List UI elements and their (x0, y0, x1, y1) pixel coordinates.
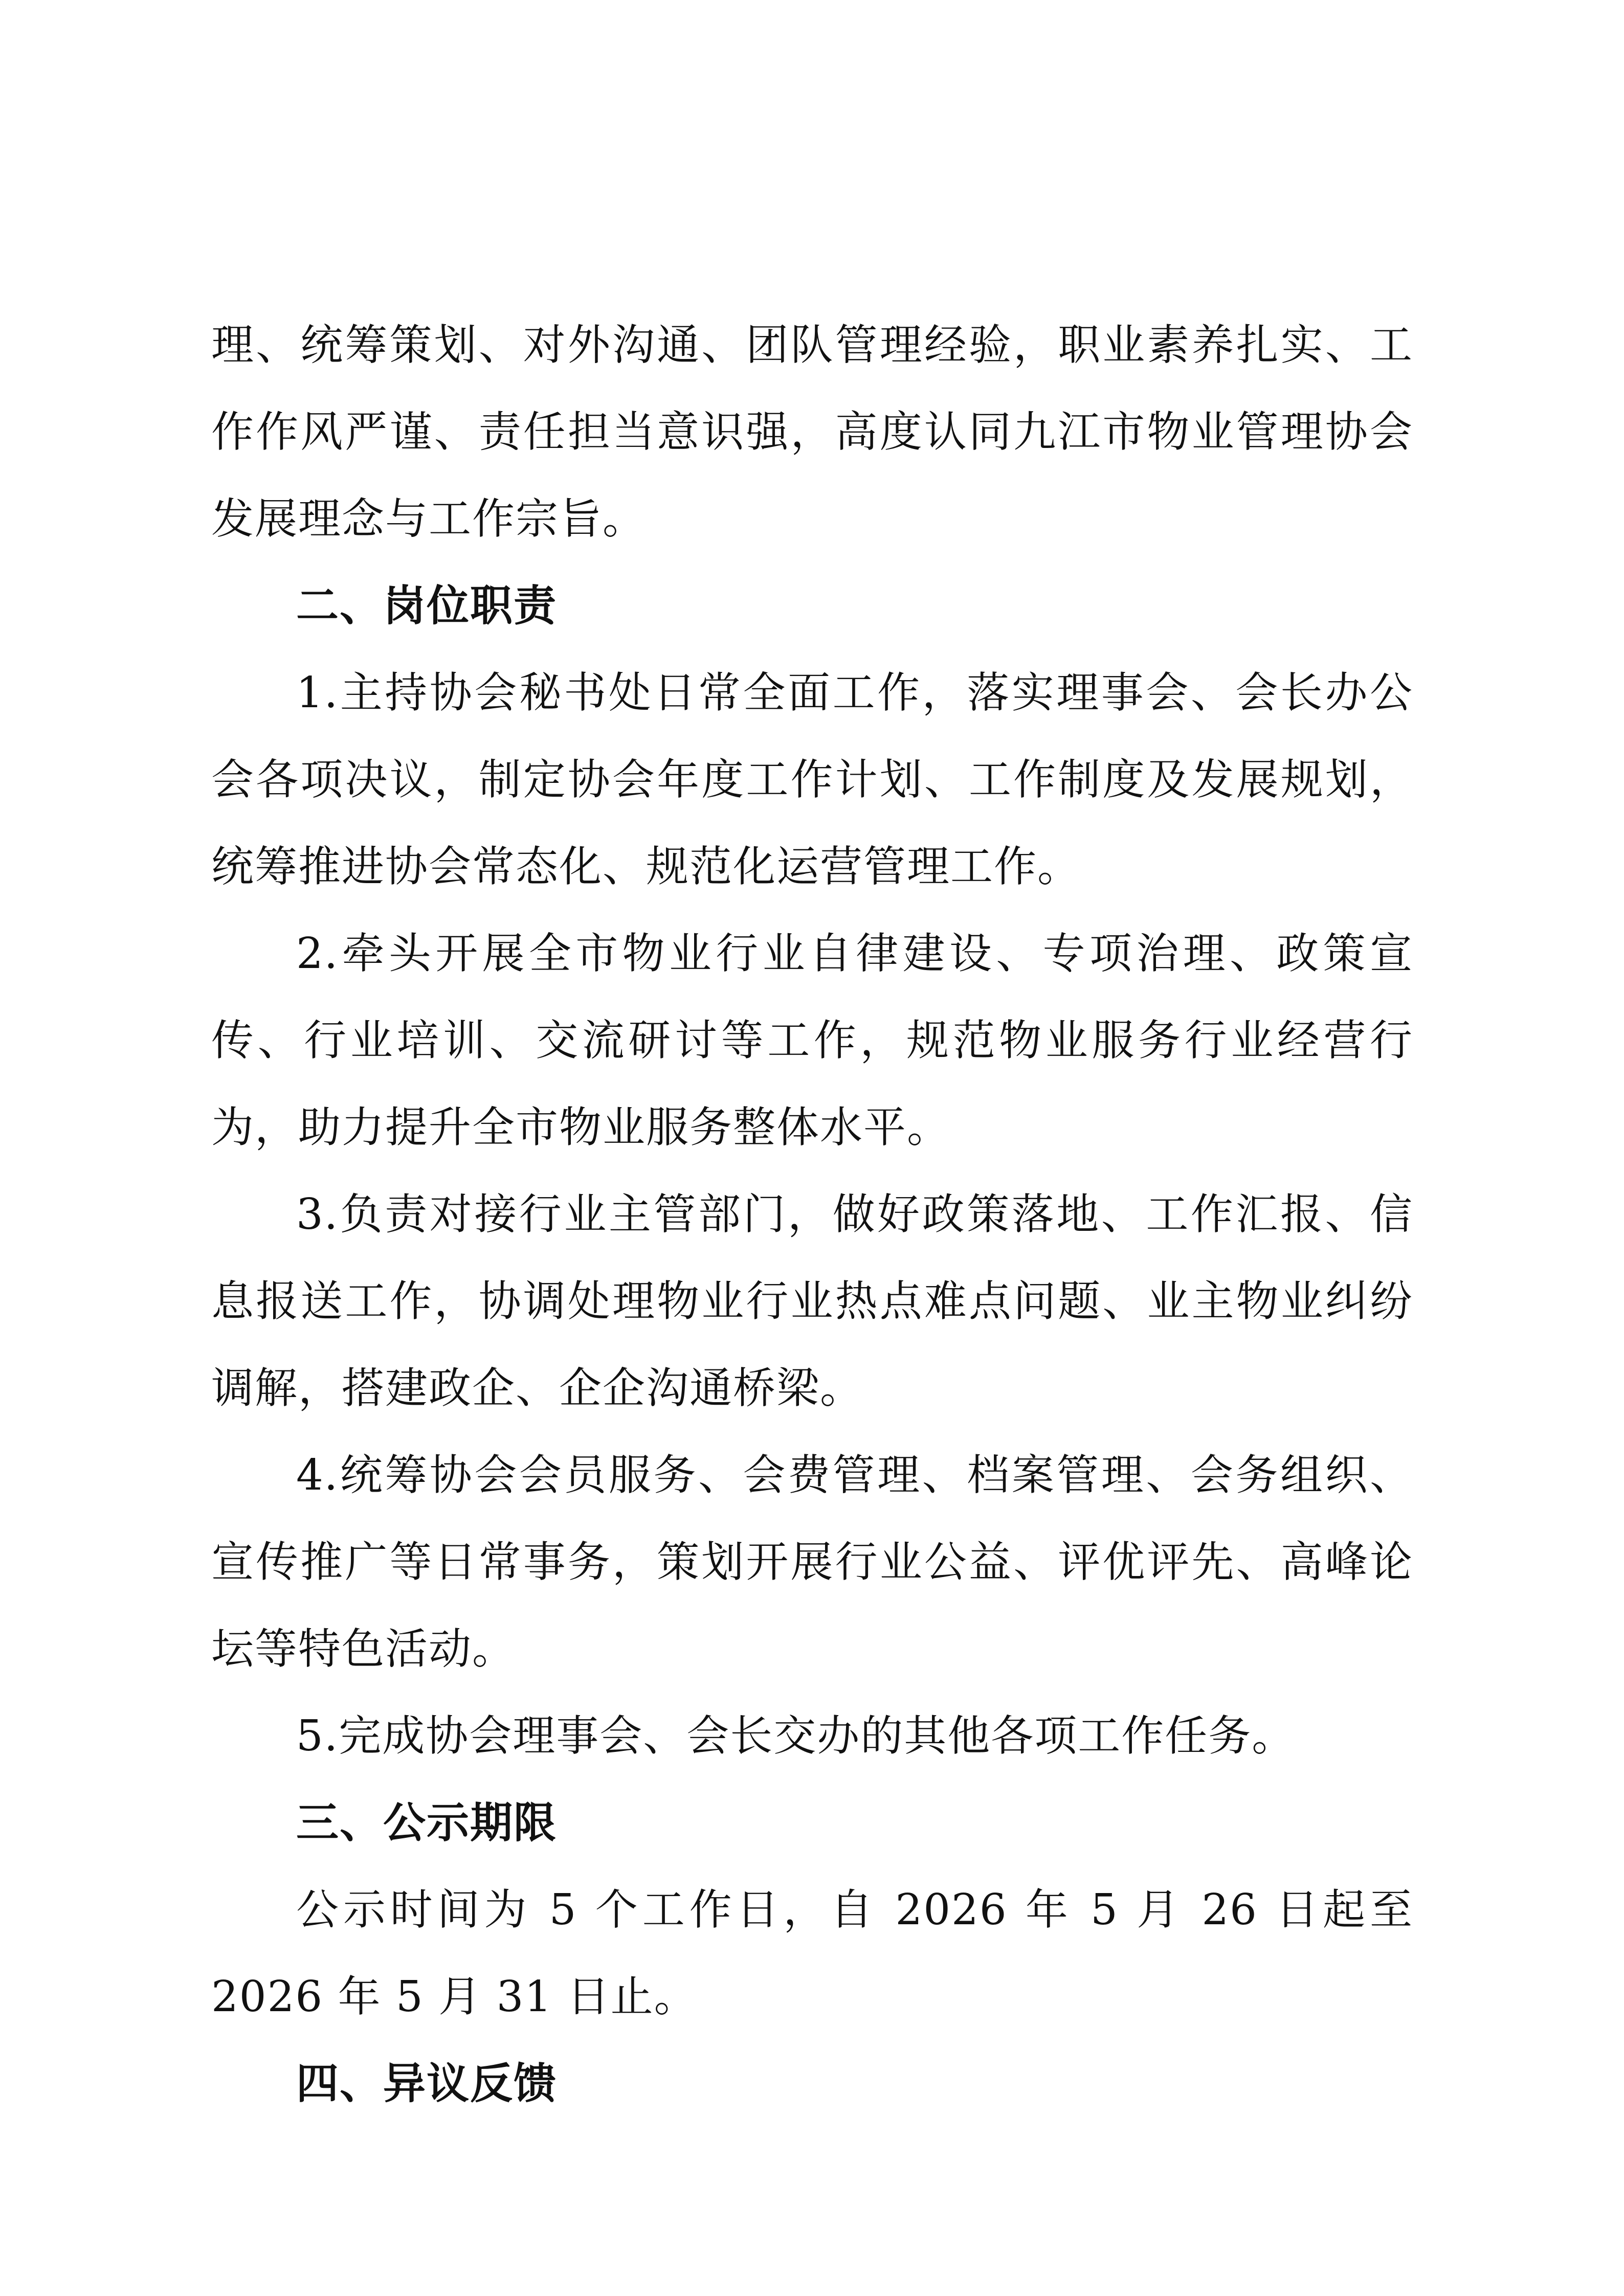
section-heading-objection-feedback: 四、异议反馈 (296, 2059, 557, 2108)
publicity-period-paragraph: 公示时间为 5 个工作日，自 2026 年 5 月 26 日起至 2026 年 5 月 31 日止。 (211, 1885, 1413, 2021)
duty-item-3: 3.负责对接行业主管部门，做好政策落地、工作汇报、信息报送工作，协调处理物业行业热点难点问题、业主物业纠纷调解，搭建政企、企企沟通桥梁。 (211, 1189, 1413, 1413)
intro-paragraph: 理、统筹策划、对外沟通、团队管理经验，职业素养扎实、工作作风严谨、责任担当意识强，高度认同九江市物业管理协会发展理念与工作宗旨。 (211, 320, 1413, 544)
duty-item-5: 5.完成协会理事会、会长交办的其他各项工作任务。 (296, 1711, 1296, 1761)
section-heading-duties: 二、岗位职责 (296, 581, 557, 631)
duty-item-2: 2.牵头开展全市物业行业自律建设、专项治理、政策宣传、行业培训、交流研讨等工作，规范物业服务行业经营行为，助力提升全市物业服务整体水平。 (211, 929, 1413, 1152)
duty-item-4: 4.统筹协会会员服务、会费管理、档案管理、会务组织、宣传推广等日常事务，策划开展行业公益、评优评先、高峰论坛等特色活动。 (211, 1450, 1413, 1674)
duty-item-1: 1.主持协会秘书处日常全面工作，落实理事会、会长办公会各项决议，制定协会年度工作计划、工作制度及发展规划，统筹推进协会常态化、规范化运营管理工作。 (211, 668, 1413, 891)
section-heading-publicity-period: 三、公示期限 (296, 1798, 557, 1848)
document-body (211, 302, 1413, 2127)
